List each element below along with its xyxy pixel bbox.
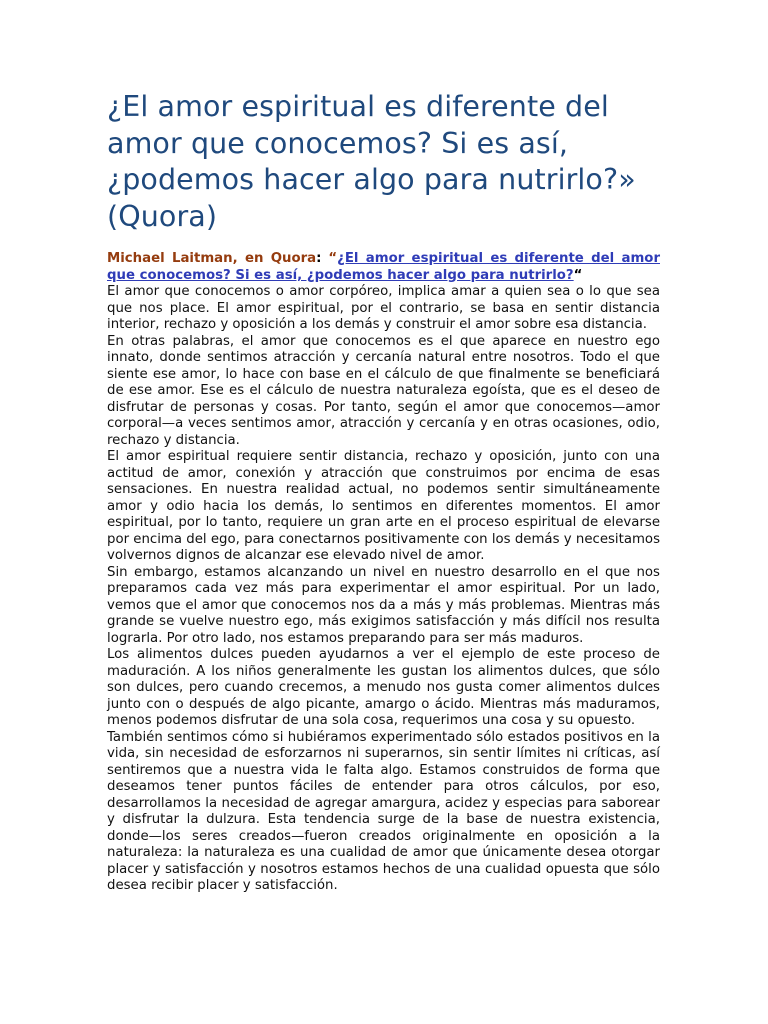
- paragraph-3: El amor espiritual requiere sentir distancia, rechazo y oposición, junto con una actitud de amor, conexión y atracción que construimos por encima de esas sensaciones. En nuestra realidad actual, no podemos sentir simultáneamente amor y odio hacia los demás, lo sentimos en diferentes momentos. El amor espiritual, por lo tanto, requiere un gran arte en el proceso espiritual de elevarse por encima del ego, para conectarnos positivamente con los demás y necesitamos volvernos dignos de alcanzar ese elevado nivel de amor.: [107, 449, 660, 563]
- document-page: [107, 89, 660, 895]
- close-quote: “: [573, 267, 583, 283]
- paragraph-1: El amor que conocemos o amor corpóreo, implica amar a quien sea o lo que sea que nos place. El amor espiritual, por el contrario, se basa en sentir distancia interior, rechazo y oposición a los demás y construir el amor sobre esa distancia.: [107, 284, 660, 332]
- paragraph-2: En otras palabras, el amor que conocemos es el que aparece en nuestro ego innato, donde sentimos atracción y cercanía natural entre nosotros. Todo el que siente ese amor, lo hace con base en el cálculo de que finalmente se beneficiará de ese amor. Ese es el cálculo de nuestra naturaleza egoísta, que es el deseo de disfrutar de personas y cosas. Por tanto, según el amor que conocemos—amor corporal—a veces sentimos amor, atracción y cercanía y en otras ocasiones, odio, rechazo y distancia.: [107, 333, 660, 448]
- paragraph-5: Los alimentos dulces pueden ayudarnos a ver el ejemplo de este proceso de maduración. A los niños generalmente les gustan los alimentos dulces, que sólo son dulces, pero cuando crecemos, a menudo nos gusta comer alimentos dulces junto con o después de algo picante, amargo o ácido. Mientras más maduramos, menos podemos disfrutar de una sola cosa, requerimos una cosa y su opuesto.: [107, 647, 660, 728]
- question-link[interactable]: ¿El amor espiritual es diferente del amor que conocemos? Si es así, ¿podemos hacer algo para nutrirlo?: [107, 251, 660, 283]
- byline: [107, 251, 660, 284]
- paragraph-4: Sin embargo, estamos alcanzando un nivel en nuestro desarrollo en el que nos preparamos cada vez más para experimentar el amor espiritual. Por un lado, vemos que el amor que conocemos nos da a más y más problemas. Mientras más grande se vuelve nuestro ego, más exigimos satisfacción y más difícil nos resulta lograrla. Por otro lado, nos estamos preparando para ser más maduros.: [107, 564, 660, 646]
- open-quote: “: [328, 251, 338, 266]
- paragraph-6: También sentimos cómo si hubiéramos experimentado sólo estados positivos en la vida, sin necesidad de esforzarnos ni superarnos, sin sentir límites ni críticas, así sentiremos que a nuestra vida le falta algo. Estamos construidos de forma que deseamos tener puntos fáciles de entender para otros cálculos, por eso, desarrollamos la necesidad de agregar amargura, acidez y especias para saborear y disfrutar la dulzura. Esta tendencia surge de la base de nuestra existencia, donde—los seres creados—fueron creados originalmente en oposición a la naturaleza: la naturaleza es una cualidad de amor que únicamente desea otorgar placer y satisfacción y nosotros estamos hechos de una cualidad opuesta que sólo desea recibir placer y satisfacción.: [107, 729, 660, 893]
- article-title: ¿El amor espiritual es diferente del amor que conocemos? Si es así, ¿podemos hacer algo para nutrirlo?» (Quora): [107, 90, 636, 233]
- author-name: Michael Laitman, en Quora: [107, 251, 317, 266]
- byline-colon: :: [316, 251, 322, 266]
